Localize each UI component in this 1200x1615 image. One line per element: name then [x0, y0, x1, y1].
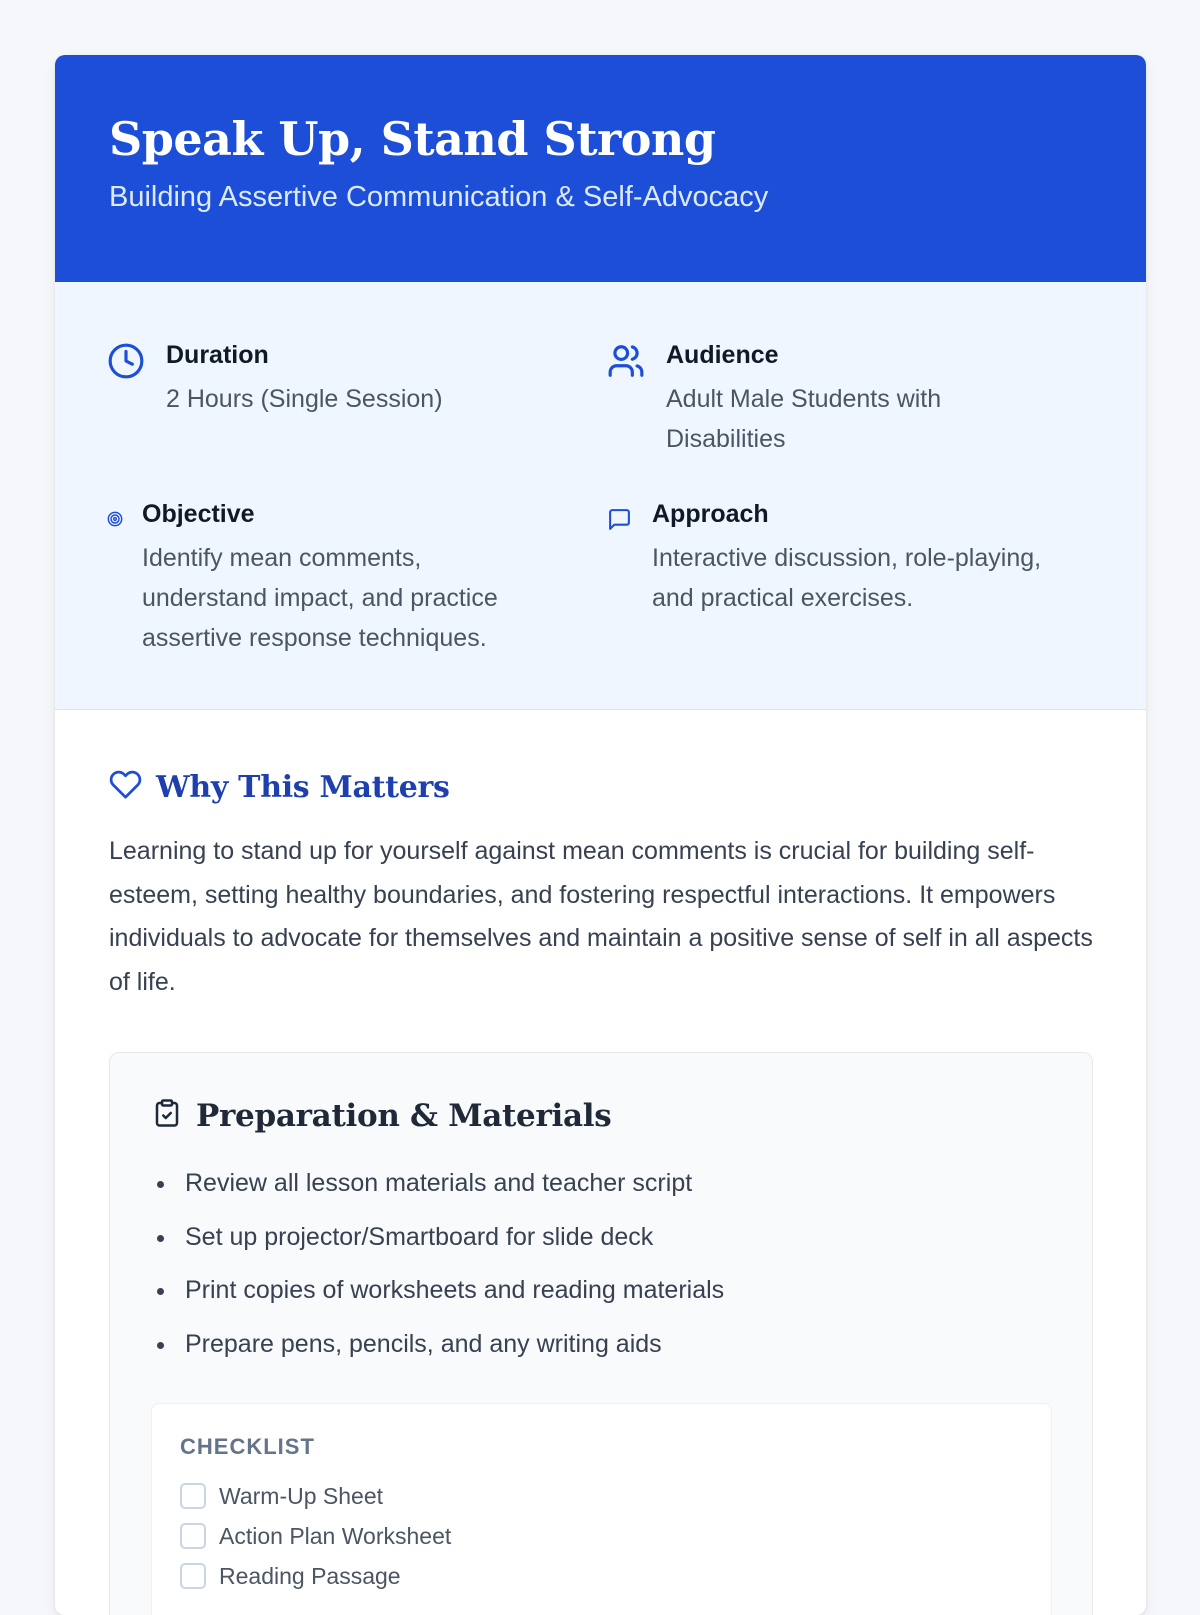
info-objective	[107, 499, 547, 658]
checkbox[interactable]	[180, 1563, 206, 1589]
list-item: Prepare pens, pencils, and any writing aids	[152, 1318, 724, 1372]
checklist-items	[180, 1476, 451, 1596]
info-duration	[107, 340, 547, 419]
checklist-item[interactable]	[180, 1516, 451, 1556]
checkbox[interactable]	[180, 1523, 206, 1549]
preparation-heading	[152, 1097, 611, 1134]
why-title: Why This Matters	[156, 769, 450, 805]
users-icon	[607, 342, 645, 385]
heart-icon	[109, 768, 142, 806]
list-item: Set up projector/Smartboard for slide deck	[152, 1211, 724, 1265]
checklist-item-label: Reading Passage	[219, 1562, 401, 1589]
info-duration-label: Duration	[166, 341, 269, 369]
info-approach-label: Approach	[652, 500, 769, 528]
info-objective-value: Identify mean comments, understand impact, and practice assertive response techniques.	[142, 544, 498, 652]
why-body: Learning to stand up for yourself against mean comments is crucial for building self-esteem, setting healthy boundaries, and fostering respectful interactions. It empowers individuals to advocate for themselves and maintain a positive sense of self in all aspects of life.	[109, 837, 1093, 996]
info-approach	[607, 499, 1077, 618]
checklist-item-label: Action Plan Worksheet	[219, 1522, 452, 1549]
clock-icon	[107, 342, 145, 385]
info-audience	[607, 340, 1047, 459]
clipboard-check-icon	[152, 1097, 182, 1134]
lesson-info-panel	[55, 282, 1146, 710]
hero-header	[55, 55, 1146, 282]
list-item: Review all lesson materials and teacher script	[152, 1157, 724, 1211]
checklist-item-label: Warm-Up Sheet	[219, 1482, 384, 1509]
checkbox[interactable]	[180, 1483, 206, 1509]
target-icon	[107, 511, 123, 532]
checklist-item[interactable]	[180, 1556, 451, 1596]
page-title: Speak Up, Stand Strong	[109, 112, 716, 166]
info-audience-value: Adult Male Students with Disabilities	[666, 385, 942, 453]
list-item: Print copies of worksheets and reading materials	[152, 1264, 724, 1318]
why-heading	[109, 768, 450, 806]
checklist-title: CHECKLIST	[180, 1434, 315, 1459]
preparation-title: Preparation & Materials	[196, 1097, 612, 1134]
page-subtitle: Building Assertive Communication & Self-Advocacy	[109, 181, 769, 213]
info-duration-value: 2 Hours (Single Session)	[166, 385, 443, 413]
info-audience-label: Audience	[666, 341, 779, 369]
preparation-panel	[109, 1052, 1093, 1615]
message-square-icon	[607, 507, 632, 537]
info-approach-value: Interactive discussion, role-playing, and practical exercises.	[652, 544, 1042, 612]
preparation-list	[152, 1157, 724, 1371]
lesson-card	[55, 55, 1146, 1615]
info-objective-label: Objective	[142, 500, 255, 528]
checklist-box	[151, 1403, 1052, 1615]
checklist-item[interactable]	[180, 1476, 451, 1516]
